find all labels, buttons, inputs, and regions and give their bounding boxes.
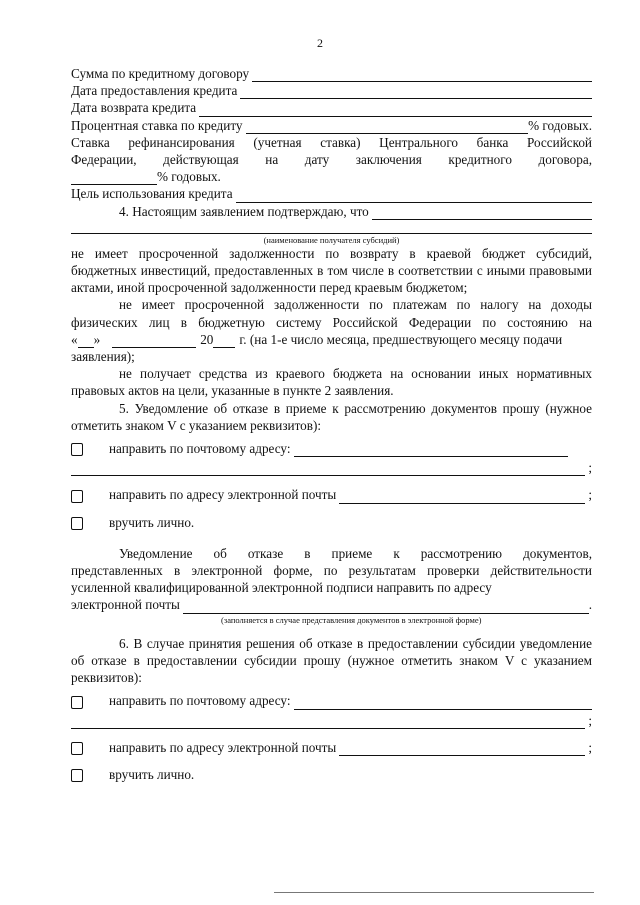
s6-email-field[interactable] (339, 743, 585, 756)
section4-p2-end: заявления); (71, 349, 135, 365)
refin-line1: Ставка рефинансирования (учетная ставка) Центрального банка Российской (71, 134, 592, 150)
s5-personal-option (71, 514, 592, 531)
s6-email-label: направить по адресу электронной почты (109, 739, 337, 755)
form-content (71, 65, 592, 783)
section5-intro: 5. Уведомление об отказе в приеме к рассмотрению документов прошу (нужное отметить знаком V с указанием реквизитов): (71, 400, 592, 433)
purpose-field[interactable] (236, 190, 592, 203)
interest-field[interactable] (246, 121, 529, 134)
loan-amount-label: Сумма по кредитному договору (71, 66, 250, 81)
status-year-field[interactable] (213, 335, 235, 348)
s6-post-line2 (71, 712, 592, 729)
s5-email-checkbox[interactable] (71, 490, 83, 503)
s6-post-address-field-2[interactable] (71, 716, 585, 729)
date-open-quote: « (71, 331, 78, 347)
purpose-label: Цель использования кредита (71, 186, 233, 202)
status-date-row (71, 331, 592, 348)
refin-line2: Федерации, действующая на дату заключения кредитного договора, (71, 152, 592, 168)
s5-e-email-field[interactable] (183, 601, 589, 614)
s5-email-label: направить по адресу электронной почты (109, 487, 337, 503)
s5-post-line2 (71, 459, 592, 476)
s5-post-semicolon: ; (588, 460, 592, 476)
s6-personal-option (71, 766, 592, 783)
date-close-quote: » (93, 331, 101, 347)
s6-post-label: направить по почтовому адресу: (109, 693, 291, 709)
loan-date-label: Дата предоставления кредита (71, 83, 238, 99)
s5-post-address-field-2[interactable] (71, 463, 585, 476)
s6-personal-label: вручить лично. (109, 766, 195, 782)
refin-rate-row (71, 168, 592, 185)
s6-post-semicolon: ; (588, 712, 592, 728)
s5-post-checkbox[interactable] (71, 443, 83, 456)
section4-p2-line2: физических лиц в бюджетную систему Российской Федерации по состоянию на (71, 314, 592, 330)
s5-email-field[interactable] (339, 491, 585, 504)
s5-post-label: направить по почтовому адресу: (109, 441, 291, 457)
s5-email-semicolon: ; (588, 487, 592, 503)
loan-amount-row (71, 65, 592, 82)
recipient-caption: (наименование получателя субсидий) (263, 234, 400, 245)
loan-amount-field[interactable] (252, 69, 592, 82)
status-year-prefix: 20 (200, 331, 214, 347)
interest-suffix: % годовых. (528, 117, 592, 133)
s6-email-option (71, 739, 592, 756)
s5-e-email-period: . (588, 597, 592, 613)
s5-e-caption: (заполняется в случае представления документов в электронной форме) (221, 614, 482, 625)
recipient-field-line2[interactable] (71, 220, 592, 234)
refin-suffix: % годовых. (157, 169, 221, 185)
s5-email-option (71, 486, 592, 503)
s5-personal-checkbox[interactable] (71, 517, 83, 530)
section4-intro: 4. Настоящим заявлением подтверждаю, что (119, 203, 369, 219)
purpose-row (71, 185, 592, 202)
repay-date-row (71, 99, 592, 116)
s5-post-option (71, 440, 592, 457)
s6-personal-checkbox[interactable] (71, 769, 83, 782)
interest-label: Процентная ставка по кредиту (71, 117, 243, 133)
interest-row (71, 117, 592, 134)
section4-p2-line1: не имеет просроченной задолженности по платежам по налогу на доходы (119, 297, 592, 313)
section4-p3: не получает средства из краевого бюджета на основании иных нормативных правовых актов на цели, указанные в пункте 2 заявления. (71, 366, 592, 399)
page-number: 2 (317, 36, 323, 50)
s5-e-email-row (71, 596, 592, 613)
repay-date-field[interactable] (199, 104, 592, 117)
s5-e-notice-line1: Уведомление об отказе в приеме к рассмотрению документов, (119, 545, 592, 561)
s6-post-option (71, 692, 592, 709)
repay-date-label: Дата возврата кредита (71, 100, 197, 116)
s5-personal-label: вручить лично. (109, 514, 195, 530)
s6-email-checkbox[interactable] (71, 742, 83, 755)
section6-intro: 6. В случае принятия решения об отказе в предоставлении субсидии уведомление об отказе в предоставлении субсидии прошу (нужное отметить знаком V с указанием реквизитов): (71, 635, 592, 686)
s6-post-checkbox[interactable] (71, 696, 83, 709)
s6-email-semicolon: ; (588, 739, 592, 755)
recipient-field[interactable] (372, 207, 592, 220)
status-month-field[interactable] (112, 335, 196, 348)
status-day-field[interactable] (78, 335, 94, 348)
bottom-divider (274, 892, 594, 893)
refin-rate-field[interactable] (71, 172, 157, 185)
s5-e-notice-body: представленных в электронной форме, по результатам проверки действительности усиленной квалифицированной электронной подписи направить по адресу (71, 563, 592, 596)
s5-e-email-label: электронной почты (71, 597, 180, 613)
s5-post-address-field[interactable] (294, 444, 569, 457)
s6-post-address-field[interactable] (294, 697, 593, 710)
loan-date-row (71, 82, 592, 99)
loan-date-field[interactable] (240, 86, 592, 99)
section4-p1: не имеет просроченной задолженности по возврату в краевой бюджет субсидий, бюджетных инвестиций, предоставленных в том числе в соответствии с иными правовыми актами, иной просроченной задолженности перед краевым бюджетом; (71, 245, 592, 296)
section4-intro-row (71, 203, 592, 220)
status-date-tail: г. (на 1-е число месяца, предшествующего месяцу подачи (239, 331, 563, 347)
